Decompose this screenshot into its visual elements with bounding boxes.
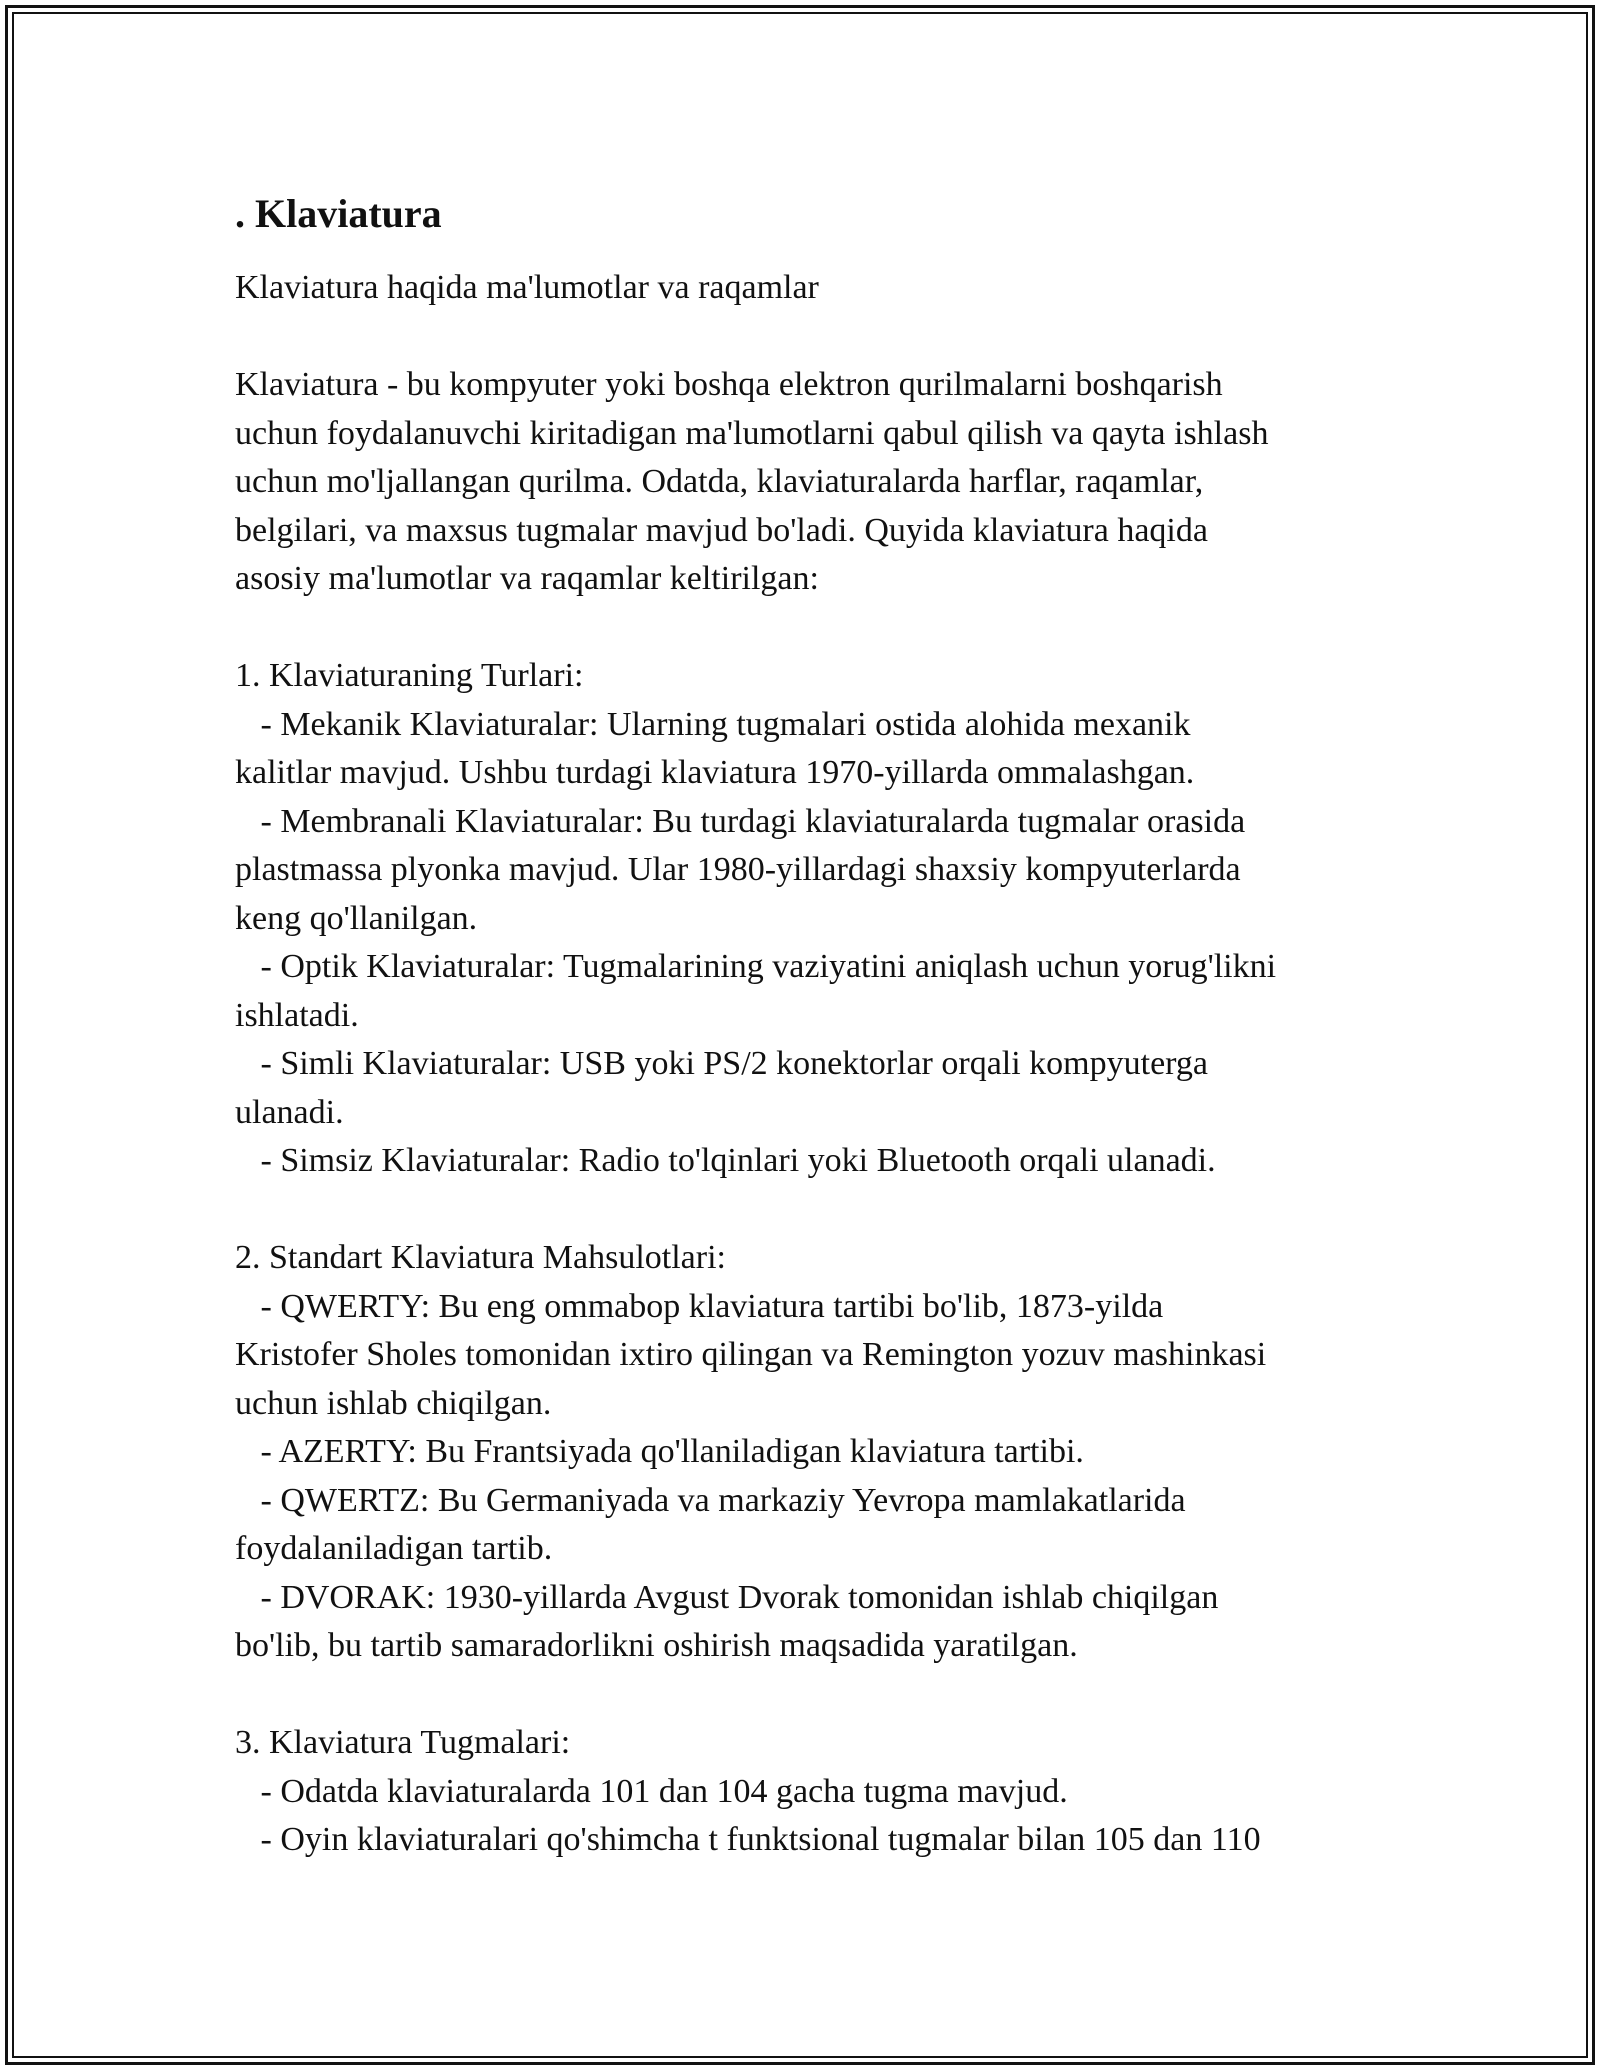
list-item: - Simsiz Klaviaturalar: Radio to'lqinlari yoki Bluetooth orqali ulanadi. [235, 1142, 1216, 1179]
section-keyboard-types [235, 652, 1405, 1186]
list-item: - Membranali Klaviaturalar: Bu turdagi klaviaturalarda tugmalar orasida plastmassa plyonka mavjud. Ular 1980-yillardagi shaxsiy kompyuterlarda keng qo'llanilgan. [235, 802, 1246, 937]
list-item: - AZERTY: Bu Frantsiyada qo'llaniladigan klaviatura tartibi. [235, 1433, 1084, 1470]
list-item: - QWERTY: Bu eng ommabop klaviatura tartibi bo'lib, 1873-yilda Kristofer Sholes tomonidan ixtiro qilingan va Remington yozuv mashinkasi uchun ishlab chiqilgan. [235, 1287, 1267, 1422]
list-item: - DVORAK: 1930-yillarda Avgust Dvorak tomonidan ishlab chiqilgan bo'lib, bu tartib samaradorlikni oshirish maqsadida yaratilgan. [235, 1578, 1219, 1664]
section-heading: 3. Klaviatura Tugmalari: [235, 1724, 571, 1761]
list-item: - QWERTZ: Bu Germaniyada va markaziy Yevropa mamlakatlarida foydalaniladigan tartib. [235, 1481, 1186, 1567]
list-item: - Optik Klaviaturalar: Tugmalarining vaziyatini aniqlash uchun yorug'likni ishlatadi. [235, 948, 1277, 1034]
section-standard-layouts [235, 1234, 1405, 1671]
spacer [235, 1671, 1405, 1720]
document-subtitle: Klaviatura haqida ma'lumotlar va raqamlar [235, 269, 819, 306]
list-item: - Simli Klaviaturalar: USB yoki PS/2 konektorlar orqali kompyuterga ulanadi. [235, 1045, 1208, 1131]
section-heading: 1. Klaviaturaning Turlari: [235, 657, 584, 694]
list-item: - Oyin klaviaturalari qo'shimcha t funktsional tugmalar bilan 105 dan 110 [235, 1821, 1261, 1858]
spacer [235, 313, 1405, 362]
section-heading: 2. Standart Klaviatura Mahsulotlari: [235, 1239, 726, 1276]
document-title: . Klaviatura [235, 191, 442, 236]
intro-paragraph: Klaviatura - bu kompyuter yoki boshqa elektron qurilmalarni boshqarish uchun foydalanuvchi kiritadigan ma'lumotlarni qabul qilish va qayta ishlash uchun mo'ljallangan qurilma. Odatda, klaviaturalarda harflar, raqamlar, belgilari, va maxsus tugmalar mavjud bo'ladi. Quyida klaviatura haqida asosiy ma'lumotlar va raqamlar keltirilgan: [235, 366, 1269, 597]
list-item: - Mekanik Klaviaturalar: Ularning tugmalari ostida alohida mexanik kalitlar mavjud. Ushbu turdagi klaviatura 1970-yillarda ommalashgan. [235, 705, 1195, 791]
spacer [235, 1186, 1405, 1235]
list-item: - Odatda klaviaturalarda 101 dan 104 gacha tugma mavjud. [235, 1772, 1068, 1810]
document-body [235, 180, 1405, 1865]
section-keyboard-keys [235, 1719, 1405, 1865]
spacer [235, 604, 1405, 653]
